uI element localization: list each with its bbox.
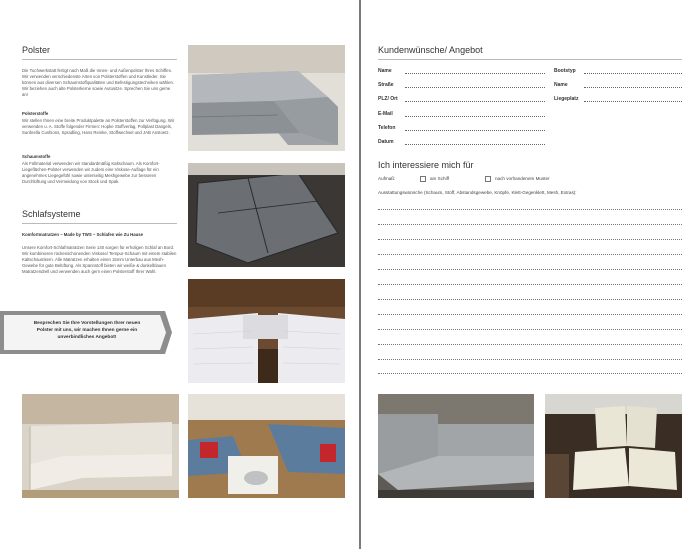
checkbox-icon[interactable] xyxy=(420,176,426,182)
komfort-subtitle: Komfortmatratzen – Made by TWS – Schlafen wie Zu Hause xyxy=(22,232,144,237)
field-label-strasse: Straße xyxy=(378,82,394,88)
writing-line[interactable] xyxy=(378,239,682,240)
writing-line[interactable] xyxy=(378,344,682,345)
polsterstoffe-text: Wir stellen Ihnen eine breite Produktpalette an Polsterstoffen zur Verfügung. Wir verwenden u. A. Stoffe folgender Firmen: Hopke Stoffverlag, Pollplast Dangels, Sunbrella Cushions, Spradling, Hans Reinke, Stoffwechsel und JAB Anstoetz. xyxy=(22,118,175,135)
option-am-schiff: am Schiff xyxy=(430,176,450,181)
form-heading: Kundenwünsche/ Angebot xyxy=(378,45,483,55)
field-label-liegeplatz: Liegeplatz xyxy=(554,96,579,102)
field-strasse[interactable] xyxy=(405,87,545,88)
polster-intro: Die Tuchwerkstatt fertigt nach Maß die Innen- und Außenpolster Ihres Schiffes. Wir verwenden verschiedenste Arten von Polsterstoffen und Kunstleder. Sie können aus diversen Schaumstoffqualitäten und Befestigungstechniken wählen. Wir beziehen auch alte Polsterkerne sowie Autositze. Sprechen Sie uns gerne an! xyxy=(22,68,175,97)
writing-line[interactable] xyxy=(378,329,682,330)
writing-line[interactable] xyxy=(378,284,682,285)
writing-line[interactable] xyxy=(378,269,682,270)
page-divider xyxy=(359,0,361,549)
field-label-telefon: Telefon xyxy=(378,125,396,131)
field-datum[interactable] xyxy=(405,144,545,145)
field-label-boat-name: Name xyxy=(554,82,568,88)
field-boat-name[interactable] xyxy=(584,87,682,88)
field-label-plz-ort: PLZ/ Ort xyxy=(378,96,398,102)
writing-line[interactable] xyxy=(378,224,682,225)
schaumstoffe-title: Schaumstoffe xyxy=(22,154,51,159)
field-liegeplatz[interactable] xyxy=(584,101,682,102)
photo-corner-sofa xyxy=(188,45,345,151)
schlafsysteme-text: Unsere Komfort-Schlafmatratzen Serie 140 sorgen für erholigen Schlaf an Bord. Wir kombinieren rückenschonenden Viskose/ Tempur-Schaum mit einem stabilen Kaltschaumkern. Alle Matratzen erhalten einen 15mm Unterbau aus Mesh-Gewebe für gute Belüftung. Als Spannstoff bieten wir weiße & dunkelblauen Matratzendrell und verwenden auch gern einen Polsterstoff Ihrer Wahl. xyxy=(22,245,177,274)
field-plz-ort[interactable] xyxy=(405,101,545,102)
photo-berth-cushion xyxy=(188,163,345,267)
heading-rule xyxy=(22,223,177,224)
polster-heading: Polster xyxy=(22,45,51,55)
interest-heading: Ich interessiere mich für xyxy=(378,160,474,170)
writing-line[interactable] xyxy=(378,359,682,360)
offer-banner-text: Besprechen Sie Ihre Vorstellungen Ihrer neuen Polster mit uns, wir machen Ihnen gerne ein unverbindliches Angebot! xyxy=(33,321,141,340)
field-label-datum: Datum xyxy=(378,139,394,145)
checkbox-icon[interactable] xyxy=(485,176,491,182)
photo-beige-seating xyxy=(22,394,179,498)
option-muster: nach vorhandenem Muster xyxy=(495,176,550,181)
field-label-bootstyp: Bootstyp xyxy=(554,68,576,74)
field-label-name: Name xyxy=(378,68,392,74)
writing-line[interactable] xyxy=(378,299,682,300)
writing-line[interactable] xyxy=(378,373,682,374)
writing-line[interactable] xyxy=(378,254,682,255)
writing-line[interactable] xyxy=(378,314,682,315)
writing-line[interactable] xyxy=(378,209,682,210)
field-bootstyp[interactable] xyxy=(584,73,682,74)
photo-mattresses xyxy=(188,279,345,383)
photo-white-seats xyxy=(545,394,682,498)
heading-rule xyxy=(22,59,177,60)
field-email[interactable] xyxy=(405,116,545,117)
photo-grey-bench xyxy=(378,394,534,498)
ausstattung-label: Ausstattungswünsche (Schaum, Stoff, Abstandsgewebe, Knöpfe, Klett-Gegenklett, Mesh, Extras): xyxy=(378,190,577,195)
field-telefon[interactable] xyxy=(405,130,545,131)
polsterstoffe-title: Polsterstoffe xyxy=(22,111,49,116)
field-name[interactable] xyxy=(405,73,545,74)
photo-blue-red-interior xyxy=(188,394,345,498)
heading-rule xyxy=(378,59,682,60)
field-label-email: E-Mail xyxy=(378,111,393,117)
aufmass-label: Aufmaß: xyxy=(378,176,396,181)
schlafsysteme-heading: Schlafsysteme xyxy=(22,209,81,219)
schaumstoffe-text: Als Füllmaterial verwenden wir standardmäßig Kaltschaum. Als Komfort-Liegeflächen-Polster verwenden wir zudem eine Viskose-Auflage für ein angenehmes Liegegefühl sowie unterseitig Meshgewebe zur besseren Durchlüftung und Vermeidung von Stock und Spak. xyxy=(22,161,160,184)
